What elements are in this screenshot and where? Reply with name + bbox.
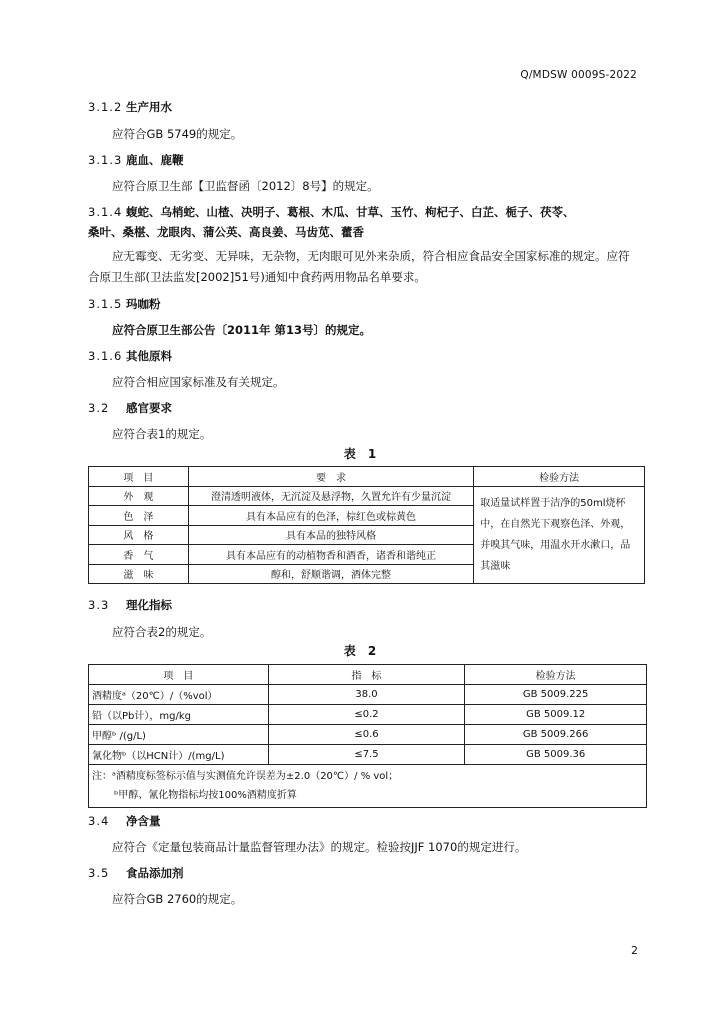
table1-caption: 表 1 — [343, 447, 381, 461]
section-title: 净含量 — [126, 814, 161, 828]
table-row — [89, 705, 647, 725]
section-number: 3.4 — [88, 814, 110, 828]
section-number: 3.1.6 — [88, 349, 123, 363]
sensory-requirements-table — [88, 466, 645, 584]
section-title: 蝮蛇、乌梢蛇、山楂、决明子、葛根、木瓜、甘草、玉竹、枸杞子、白芷、栀子、茯苓、 — [126, 205, 575, 219]
section-3-5-heading — [88, 865, 184, 881]
section-number: 3.1.4 — [88, 205, 123, 219]
table-cell: GB 5009.225 — [465, 685, 647, 705]
document-code: Q/MDSW 0009S-2022 — [520, 69, 637, 81]
section-3-1-6-text: 应符合相应国家标准及有关规定。 — [112, 375, 285, 389]
table-cell: GB 5009.36 — [465, 745, 647, 765]
table-cell: 外 观 — [89, 486, 189, 506]
table-row — [89, 745, 647, 765]
section-title: 玛咖粉 — [126, 297, 161, 311]
table-cell: 香 气 — [89, 545, 189, 565]
table-header-row — [89, 467, 645, 487]
section-number: 3.2 — [88, 401, 110, 415]
section-3-1-4-text: 应无霉变、无劣变、无异味，无杂物，无肉眼可见外来杂质，符合相应食品安全国家标准的规定。应符合原卫生部(卫法监发[2002]51号)通知中食药两用物品名单要求。 — [88, 249, 630, 284]
section-title: 鹿血、鹿鞭 — [126, 153, 184, 167]
table-cell: 氰化物ᵇ（以HCN计）/(mg/L) — [89, 745, 269, 765]
table-cell: 具有本品应有的动植物香和酒香，诸香和谐纯正 — [188, 545, 473, 565]
section-3-1-3-heading — [88, 152, 184, 168]
table-note-b: ᵇ甲醇、氰化物指标均按100%酒精度折算 — [114, 790, 297, 801]
section-3-1-2-heading — [88, 99, 172, 115]
table-cell: 色 泽 — [89, 506, 189, 526]
section-number: 3.3 — [88, 598, 110, 612]
column-header: 检验方法 — [474, 467, 645, 487]
table-note — [89, 765, 647, 808]
section-3-1-5-text: 应符合原卫生部公告〔2011年 第13号〕的规定。 — [112, 323, 372, 337]
table-row — [89, 725, 647, 745]
section-3-5-text: 应符合GB 2760的规定。 — [112, 892, 243, 906]
section-title: 其他原料 — [126, 349, 173, 363]
section-3-2-heading — [88, 400, 172, 416]
section-3-1-4-heading-continued: 桑叶、桑椹、龙眼肉、蒲公英、高良姜、马齿苋、藿香 — [88, 225, 364, 239]
table-cell: ≤7.5 — [268, 745, 465, 765]
section-3-3-text: 应符合表2的规定。 — [112, 625, 212, 639]
column-header: 检验方法 — [465, 665, 647, 685]
page-number: 2 — [631, 944, 638, 957]
section-number: 3.1.3 — [88, 153, 123, 167]
table-cell: 风 格 — [89, 525, 189, 545]
table-cell: 滋 味 — [89, 564, 189, 584]
column-header: 项 目 — [89, 665, 269, 685]
table-note-a: 注：ᵃ酒精度标签标示值与实测值允许误差为±2.0（20℃）/ % vol； — [92, 771, 399, 782]
table-note-row — [89, 765, 647, 808]
section-number: 3.5 — [88, 866, 110, 880]
section-title: 理化指标 — [126, 598, 173, 612]
table-header-row — [89, 665, 647, 685]
inspection-method-cell: 取适量试样置于洁净的50ml烧杯中，在自然光下观察色泽、外观，并嗅其气味，用温水开水漱口，品其滋味 — [474, 486, 645, 584]
table-cell: 澄清透明液体，无沉淀及悬浮物，久置允许有少量沉淀 — [188, 486, 473, 506]
physicochemical-indicators-table — [88, 664, 647, 808]
table-cell: 酒精度ᵃ（20℃）/（%vol） — [89, 685, 269, 705]
table-cell: ≤0.6 — [268, 725, 465, 745]
section-3-3-heading — [88, 597, 172, 613]
table-cell: GB 5009.266 — [465, 725, 647, 745]
table-row — [89, 685, 647, 705]
table-cell: 具有本品应有的色泽，棕红色或棕黄色 — [188, 506, 473, 526]
table-cell: 38.0 — [268, 685, 465, 705]
section-title: 生产用水 — [126, 100, 173, 114]
table-row — [89, 486, 645, 506]
section-3-1-2-text: 应符合GB 5749的规定。 — [112, 127, 243, 141]
section-number: 3.1.2 — [88, 100, 123, 114]
table-cell: 铅（以Pb计），mg/kg — [89, 705, 269, 725]
table-cell: ≤0.2 — [268, 705, 465, 725]
table-cell: 醇和，舒顺谐调，酒体完整 — [188, 564, 473, 584]
table-cell: GB 5009.12 — [465, 705, 647, 725]
section-3-1-3-text: 应符合原卫生部【卫监督函〔2012〕8号】的规定。 — [112, 179, 379, 193]
section-3-1-4-heading — [88, 204, 575, 220]
section-3-2-text: 应符合表1的规定。 — [112, 427, 212, 441]
column-header: 指 标 — [268, 665, 465, 685]
column-header: 项 目 — [89, 467, 189, 487]
column-header: 要 求 — [188, 467, 473, 487]
table2-caption: 表 2 — [343, 644, 381, 658]
section-3-4-heading — [88, 813, 161, 829]
section-number: 3.1.5 — [88, 297, 123, 311]
section-title: 食品添加剂 — [126, 866, 184, 880]
table-cell: 具有本品的独特风格 — [188, 525, 473, 545]
section-3-1-5-heading — [88, 296, 161, 312]
section-3-1-6-heading — [88, 348, 172, 364]
table-cell: 甲醇ᵇ /(g/L) — [89, 725, 269, 745]
section-title: 感官要求 — [126, 401, 173, 415]
section-3-4-text: 应符合《定量包装商品计量监督管理办法》的规定。检验按JJF 1070的规定进行。 — [112, 840, 527, 854]
